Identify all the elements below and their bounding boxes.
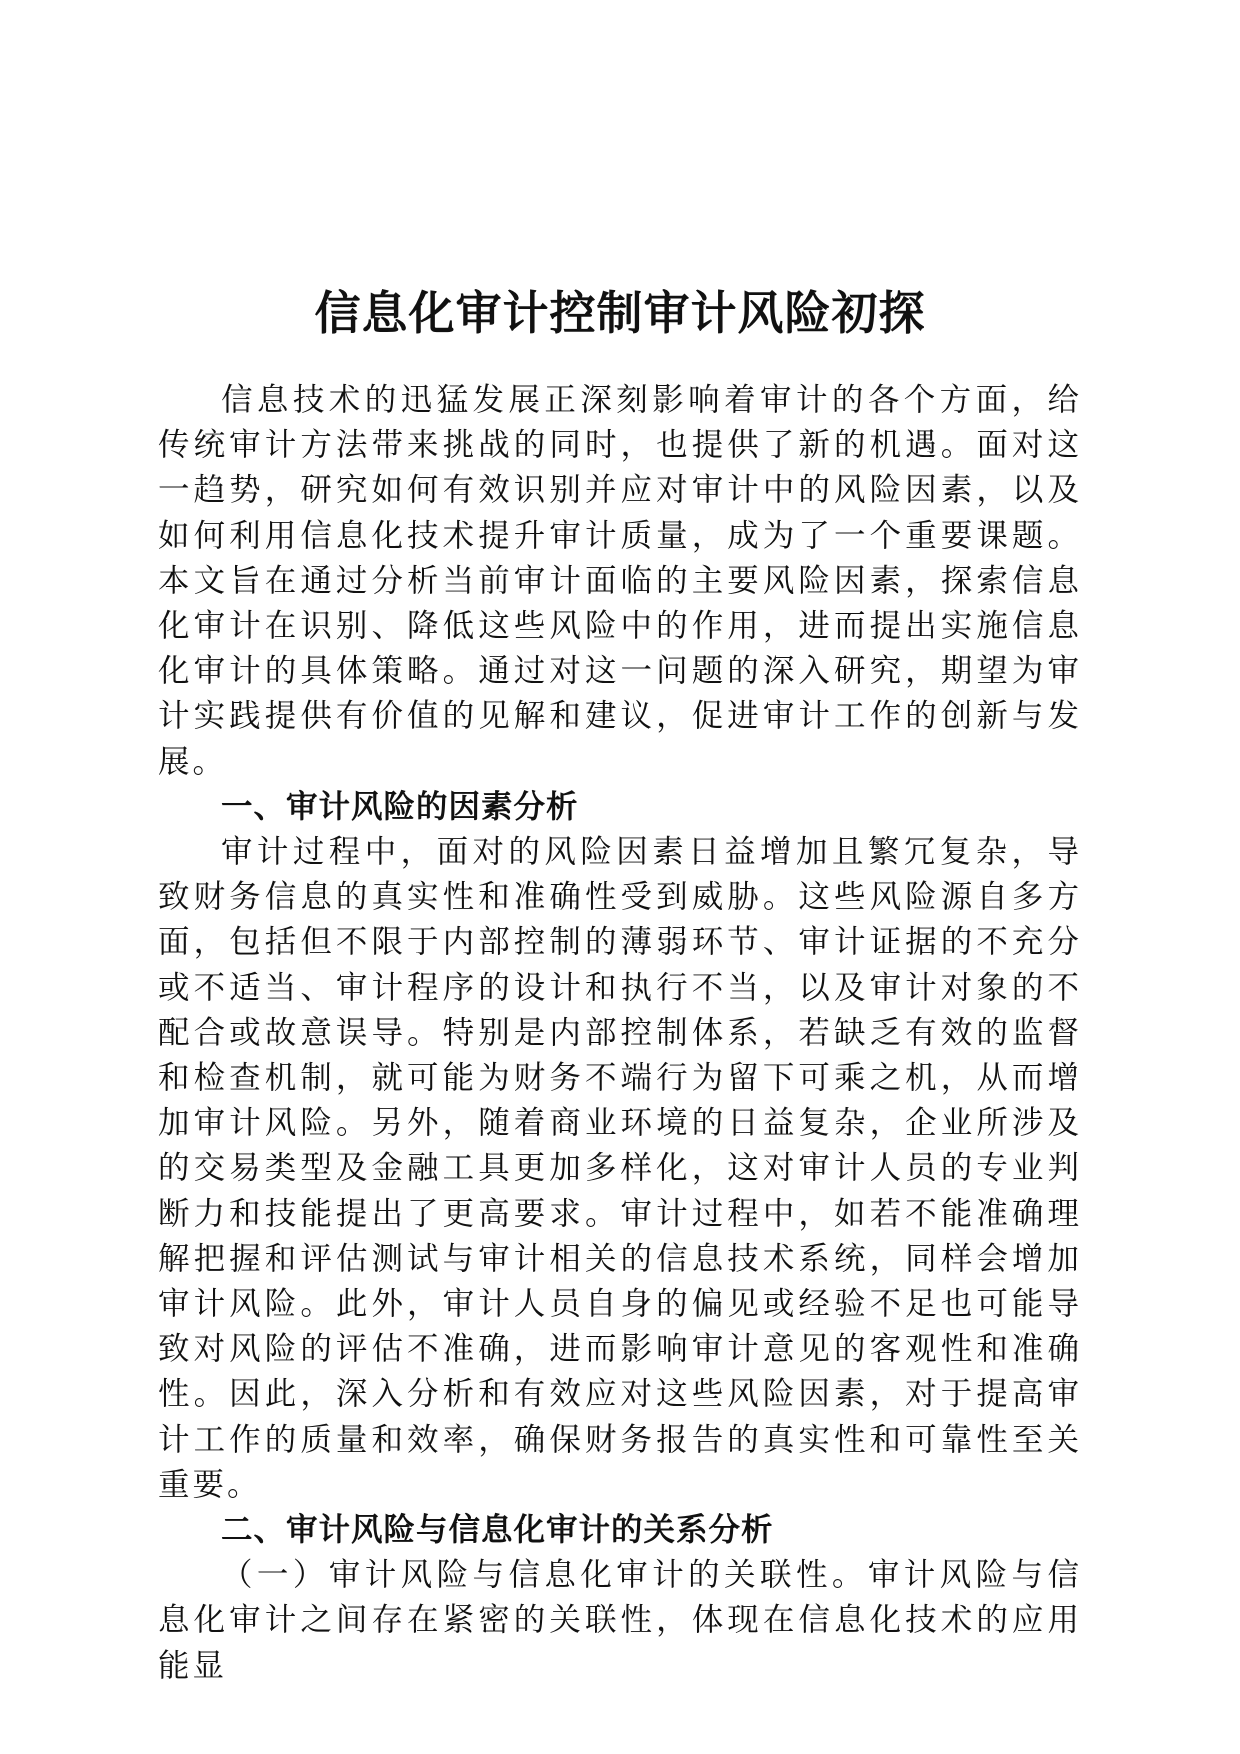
section-2-paragraph: （一）审计风险与信息化审计的关联性。审计风险与信息化审计之间存在紧密的关联性，体现在信息化技术的应用能显 <box>158 1557 1082 1684</box>
intro-paragraph: 信息技术的迅猛发展正深刻影响着审计的各个方面，给传统审计方法带来挑战的同时，也提供了新的机遇。面对这一趋势，研究如何有效识别并应对审计中的风险因素，以及如何利用信息化技术提升审计质量，成为了一个重要课题。本文旨在通过分析当前审计面临的主要风险因素，探索信息化审计在识别、降低这些风险中的作用，进而提出实施信息化审计的具体策略。通过对这一问题的深入研究，期望为审计实践提供有价值的见解和建议，促进审计工作的创新与发展。 <box>158 382 1082 780</box>
section-1-paragraph: 审计过程中，面对的风险因素日益增加且繁冗复杂，导致财务信息的真实性和准确性受到威胁。这些风险源自多方面，包括但不限于内部控制的薄弱环节、审计证据的不充分或不适当、审计程序的设计和执行不当，以及审计对象的不配合或故意误导。特别是内部控制体系，若缺乏有效的监督和检查机制，就可能为财务不端行为留下可乘之机，从而增加审计风险。另外，随着商业环境的日益复杂，企业所涉及的交易类型及金融工具更加多样化，这对审计人员的专业判断力和技能提出了更高要求。审计过程中，如若不能准确理解把握和评估测试与审计相关的信息技术系统，同样会增加审计风险。此外，审计人员自身的偏见或经验不足也可能导致对风险的评估不准确，进而影响审计意见的客观性和准确性。因此，深入分析和有效应对这些风险因素，对于提高审计工作的质量和效率，确保财务报告的真实性和可靠性至关重要。 <box>158 834 1082 1503</box>
document-body <box>158 378 1082 1689</box>
section-2-heading: 二、审计风险与信息化审计的关系分析 <box>221 1512 774 1549</box>
section-1-heading: 一、审计风险的因素分析 <box>221 788 579 825</box>
document-title: 信息化审计控制审计风险初探 <box>314 285 926 340</box>
